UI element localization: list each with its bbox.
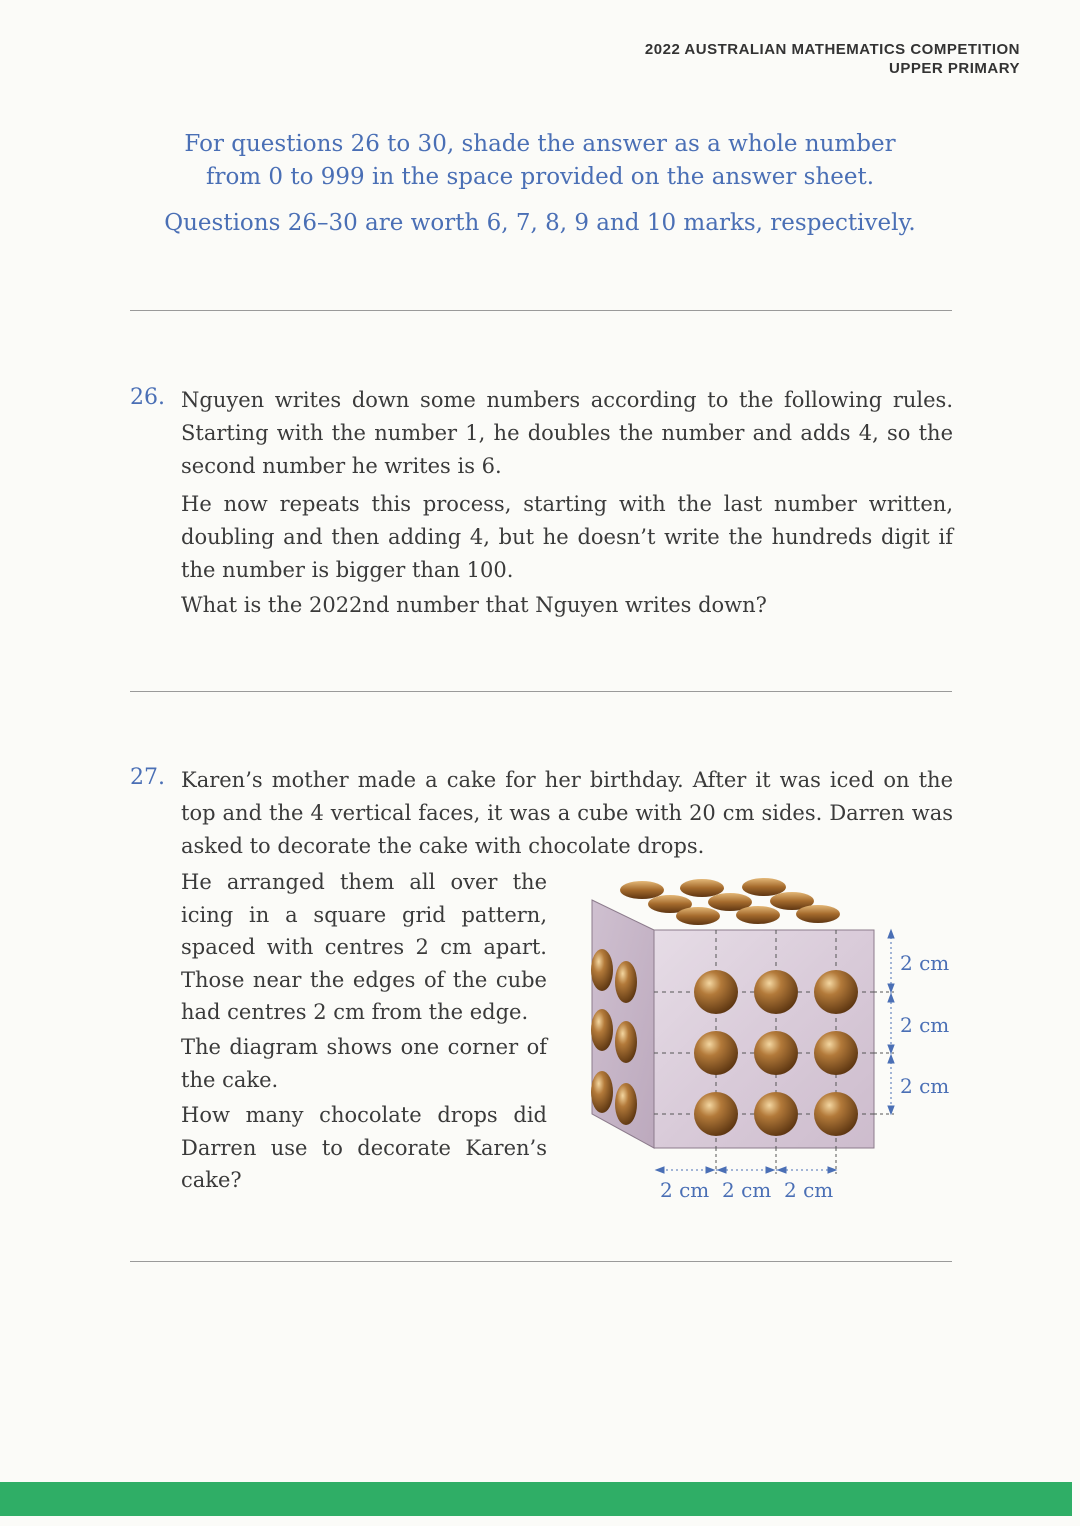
- top-drops: [620, 878, 840, 925]
- question-27-number: 27.: [130, 765, 165, 790]
- instruction-line-2: from 0 to 999 in the space provided on the answer sheet.: [205, 164, 875, 190]
- front-drops: [694, 970, 858, 1136]
- question-27-question: How many chocolate drops did Darren use to decorate Karen’s cake?: [181, 1103, 547, 1192]
- competition-header: [645, 40, 1020, 78]
- question-26-number: 26.: [130, 385, 165, 410]
- right-label-2: 2 cm: [900, 1013, 950, 1037]
- bottom-label-2: 2 cm: [722, 1178, 772, 1202]
- bottom-label-1: 2 cm: [660, 1178, 710, 1202]
- question-26-paragraph-1: Nguyen writes down some numbers according to the following rules. Starting with the number 1, he doubles the number and adds 4, so the second number he writes is 6.: [181, 388, 953, 478]
- divider-2: [130, 691, 952, 692]
- question-27-paragraph-3: The diagram shows one corner of the cake.: [181, 1035, 547, 1092]
- right-label-1: 2 cm: [900, 951, 950, 975]
- instruction-line-1: For questions 26 to 30, shade the answer as a whole number: [184, 131, 896, 157]
- bottom-label-3: 2 cm: [784, 1178, 834, 1202]
- question-26-paragraph-2: He now repeats this process, starting with the last number written, doubling and then adding 4, but he doesn’t write the hundreds digit if the number is bigger than 100.: [181, 492, 953, 582]
- right-dimension-arrows: [874, 930, 894, 1114]
- cake-corner-diagram: [580, 870, 970, 1210]
- divider-3: [130, 1261, 952, 1262]
- question-27-paragraph-2: He arranged them all over the icing in a square grid pattern, spaced with centres 2 cm apart. Those near the edges of the cube had centres 2 cm from the edge.: [181, 870, 547, 1024]
- footer-bar: [0, 1482, 1072, 1516]
- competition-division: UPPER PRIMARY: [889, 60, 1020, 77]
- question-26-question: What is the 2022nd number that Nguyen writes down?: [181, 593, 767, 617]
- divider-1: [130, 310, 952, 311]
- instruction-marks: Questions 26–30 are worth 6, 7, 8, 9 and 10 marks, respectively.: [164, 210, 916, 236]
- right-label-3: 2 cm: [900, 1074, 950, 1098]
- question-27-paragraph-1: Karen’s mother made a cake for her birthday. After it was iced on the top and the 4 vertical faces, it was a cube with 20 cm sides. Darren was asked to decorate the cake with chocolate drops.: [181, 768, 953, 858]
- competition-title: 2022 AUSTRALIAN MATHEMATICS COMPETITION: [644, 41, 1020, 58]
- bottom-dimension-arrows: [656, 1148, 836, 1174]
